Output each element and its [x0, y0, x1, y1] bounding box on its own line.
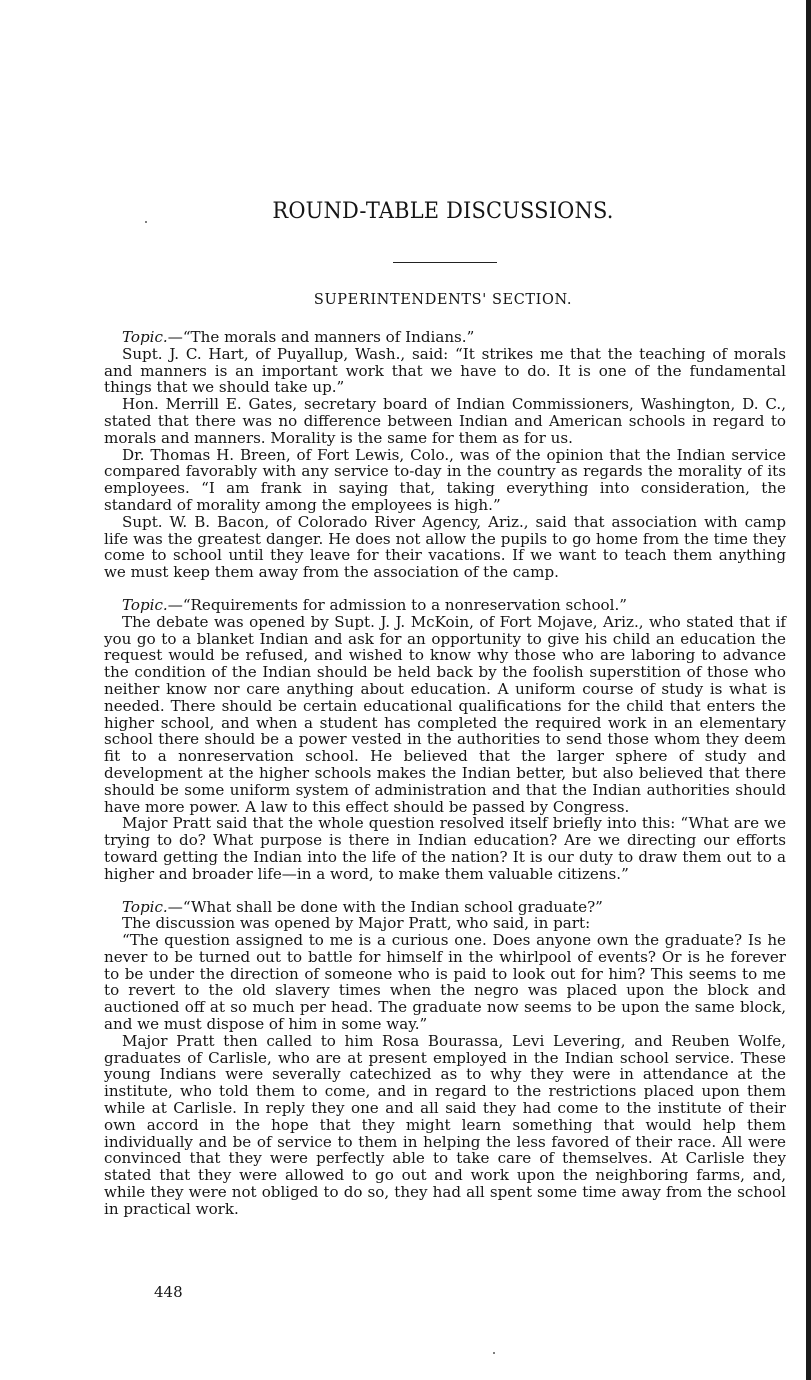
paragraph-text: Dr. Thomas H. Breen, of Fort Lewis, Colo., was of the opinion that the Indian service compared favorably with any service to-day in the country as regards the morality of its employees. “I am frank in saying that, taking everything into consideration, the standard of morality among the employees is high.”: [104, 445, 786, 514]
topic-label: Topic.: [122, 328, 168, 346]
paragraph: [104, 815, 786, 882]
paragraph: [104, 447, 786, 514]
topic-label: Topic.: [122, 897, 168, 916]
paragraph-text: Major Pratt said that the whole question resolved itself briefly into this: “What are we trying to do? What purpose is there in Indian education? Are we directing our efforts toward getting the Indian into the life of the nation? It is our duty to draw them out to a higher and broader life—in a word, to make them valuable citizens.”: [104, 814, 786, 883]
paragraph: [104, 396, 786, 446]
paragraph-text: —“Requirements for admission to a nonreservation school.”: [167, 595, 627, 614]
paragraph: [104, 597, 786, 614]
paragraph-text: The debate was opened by Supt. J. J. McKoin, of Fort Mojave, Ariz., who stated that if you go to a blanket Indian and ask for an opportunity to give his child an education the request would be refused, and wished to know why those who are laboring to advance the condition of the Indian should be held back by the foolish superstition of those who neither know nor care anything about education. A uniform course of study is what is needed. There should be certain educational qualifications for the child that enters the higher school, and when a student has completed the required work in an elementary school there should be a power vested in the authorities to send those whom they deem fit to a nonreservation school. He believed that the larger sphere of study and development at the higher schools makes the Indian better, but also believed that there should be some uniform system of administration and that the Indian authorities should have more power. A law to this effect should be passed by Congress.: [104, 612, 786, 816]
title-divider-rule: [393, 262, 497, 263]
scan-speck: [493, 1352, 495, 1354]
paragraph: [104, 1033, 786, 1218]
paragraph: [104, 932, 786, 1033]
page-number: 448: [154, 1283, 183, 1301]
body-text: [104, 329, 786, 1218]
paragraph-text: Hon. Merrill E. Gates, secretary board of Indian Commissioners, Washington, D. C., stated that there was no difference between Indian and American schools in regard to morals and manners. Morality is the same for them as for us.: [104, 395, 786, 447]
page-title: ROUND-TABLE DISCUSSIONS.: [272, 198, 614, 224]
paragraph-text: —“The morals and manners of Indians.”: [167, 328, 475, 346]
section-heading: SUPERINTENDENTS' SECTION.: [313, 292, 573, 308]
paragraph: [104, 614, 786, 816]
paragraph: [104, 346, 786, 396]
paragraph: [104, 899, 786, 916]
paragraph-text: Supt. J. C. Hart, of Puyallup, Wash., said: “It strikes me that the teaching of morals and manners is an important work that we have to do. It is one of the fundamental things that we should take up.”: [104, 344, 786, 397]
paragraph-text: Supt. W. B. Bacon, of Colorado River Agency, Ariz., said that association with camp life was the greatest danger. He does not allow the pupils to go home from the time they come to school until they leave for their vacations. If we want to teach them anything we must keep them away from the association of the camp.: [104, 512, 786, 582]
paragraph-text: The discussion was opened by Major Pratt, who said, in part:: [122, 914, 591, 933]
paragraph: [104, 329, 786, 346]
paragraph: [104, 915, 786, 932]
paragraph: [104, 514, 786, 581]
topic-label: Topic.: [122, 595, 168, 614]
paragraph-text: Major Pratt then called to him Rosa Bourassa, Levi Levering, and Reuben Wolfe, graduates of Carlisle, who are at present employed in the Indian school service. These young Indians were severally catechized as to why they were in attendance at the institute, who told them to come, and in regard to the restrictions placed upon them while at Carlisle. In reply they one and all said they had come to the institute of their own accord in the hope that they might learn something that would help them individually and be of service to them in helping the less favored of their race. All were convinced that they were perfectly able to take care of themselves. At Carlisle they stated that they were allowed to go out and work upon the neighboring farms, and, while they were not obliged to do so, they had all spent some time away from the school in practical work.: [104, 1031, 786, 1218]
paragraph-text: —“What shall be done with the Indian school graduate?”: [167, 897, 603, 916]
scan-speck: [145, 221, 147, 223]
paragraph-text: “The question assigned to me is a curious one. Does anyone own the graduate? Is he never to be turned out to battle for himself in the whirlpool of events? Or is he forever to be under the direction of someone who is paid to look out for him? This seems to me to revert to the old slavery times when the negro was placed upon the block and auctioned off at so much per head. The graduate now seems to be upon the same block, and we must dispose of him in some way.”: [104, 931, 786, 1034]
